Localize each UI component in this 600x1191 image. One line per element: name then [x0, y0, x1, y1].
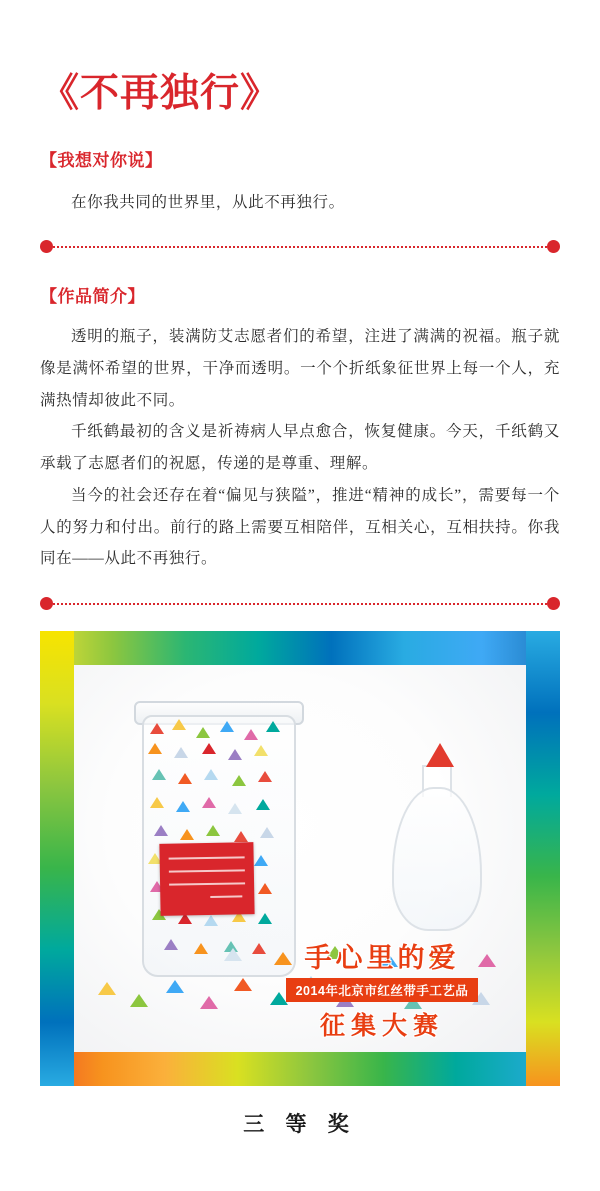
- photo-frame-left: [40, 631, 74, 1086]
- note-line: [169, 869, 245, 872]
- red-note-card: [159, 842, 254, 916]
- photo-frame-top: [40, 631, 560, 665]
- crane-icon: [98, 982, 116, 995]
- divider-bottom: [40, 597, 560, 611]
- crane-icon: [152, 769, 166, 780]
- crane-icon: [148, 743, 162, 754]
- crane-icon: [260, 827, 274, 838]
- divider-top: [40, 240, 560, 254]
- award-caption: 三 等 奖: [243, 1112, 357, 1137]
- crane-icon: [202, 743, 216, 754]
- crane-icon: [172, 719, 186, 730]
- crane-icon: [228, 803, 242, 814]
- crane-icon: [228, 749, 242, 760]
- crane-icon: [234, 831, 248, 842]
- crane-icon: [206, 825, 220, 836]
- section-heading-intro: 【作品简介】: [40, 287, 145, 306]
- intro-paragraph-3: 当今的社会还存在着“偏见与狭隘”，推进“精神的成长”，需要每一个人的努力和付出。前行的路上需要互相陪伴，互相关心，互相扶持。你我同在——从此不再独行。: [40, 486, 560, 568]
- crane-icon: [174, 747, 188, 758]
- divider-line: [49, 603, 551, 605]
- red-crane-icon: [426, 743, 454, 767]
- crane-icon: [224, 948, 242, 961]
- crane-icon: [232, 775, 246, 786]
- crane-icon: [254, 745, 268, 756]
- crane-icon: [258, 913, 272, 924]
- crane-icon: [254, 855, 268, 866]
- crane-icon: [154, 825, 168, 836]
- divider-line: [49, 246, 551, 248]
- intro-body: [40, 321, 560, 575]
- crane-icon: [204, 915, 218, 926]
- note-line: [169, 882, 245, 885]
- crane-icon: [244, 729, 258, 740]
- divider-dot-right: [547, 597, 560, 610]
- section-heading-message: 【我想对你说】: [40, 151, 163, 170]
- competition-badge: [252, 936, 512, 1042]
- badge-subtitle: 2014年北京市红丝带手工艺品: [286, 978, 479, 1002]
- divider-dot-right: [547, 240, 560, 253]
- intro-paragraph-2: 千纸鹤最初的含义是祈祷病人早点愈合，恢复健康。今天，千纸鹤又承载了志愿者们的祝愿，传递的是尊重、理解。: [40, 423, 560, 473]
- crane-icon: [166, 980, 184, 993]
- crane-icon: [150, 797, 164, 808]
- crane-icon: [178, 773, 192, 784]
- crane-icon: [256, 799, 270, 810]
- crane-icon: [258, 883, 272, 894]
- artwork-photo: [40, 631, 560, 1086]
- photo-content: [74, 665, 526, 1052]
- note-line: [210, 896, 242, 899]
- crane-icon: [180, 829, 194, 840]
- crane-icon: [176, 801, 190, 812]
- crane-icon: [204, 769, 218, 780]
- crane-icon: [202, 797, 216, 808]
- crane-icon: [234, 978, 252, 991]
- glass-bottle: [392, 787, 482, 931]
- crane-icon: [266, 721, 280, 732]
- crane-icon: [196, 727, 210, 738]
- badge-event: 征集大赛: [319, 1011, 444, 1041]
- photo-frame-right: [526, 631, 560, 1086]
- crane-icon: [150, 723, 164, 734]
- crane-icon: [258, 771, 272, 782]
- message-text: 在你我共同的世界里，从此不再独行。: [71, 194, 345, 211]
- crane-icon: [220, 721, 234, 732]
- badge-title: 手心里的爱: [304, 943, 460, 975]
- note-line: [169, 856, 245, 859]
- crane-icon: [130, 994, 148, 1007]
- crane-icon: [200, 996, 218, 1009]
- photo-frame-bottom: [40, 1052, 560, 1086]
- page-title: 《不再独行》: [40, 70, 281, 116]
- intro-paragraph-1: 透明的瓶子，装满防艾志愿者们的希望，注进了满满的祝福。瓶子就像是满怀希望的世界，干净而透明。一个个折纸象征世界上每一个人，充满热情却彼此不同。: [40, 328, 560, 409]
